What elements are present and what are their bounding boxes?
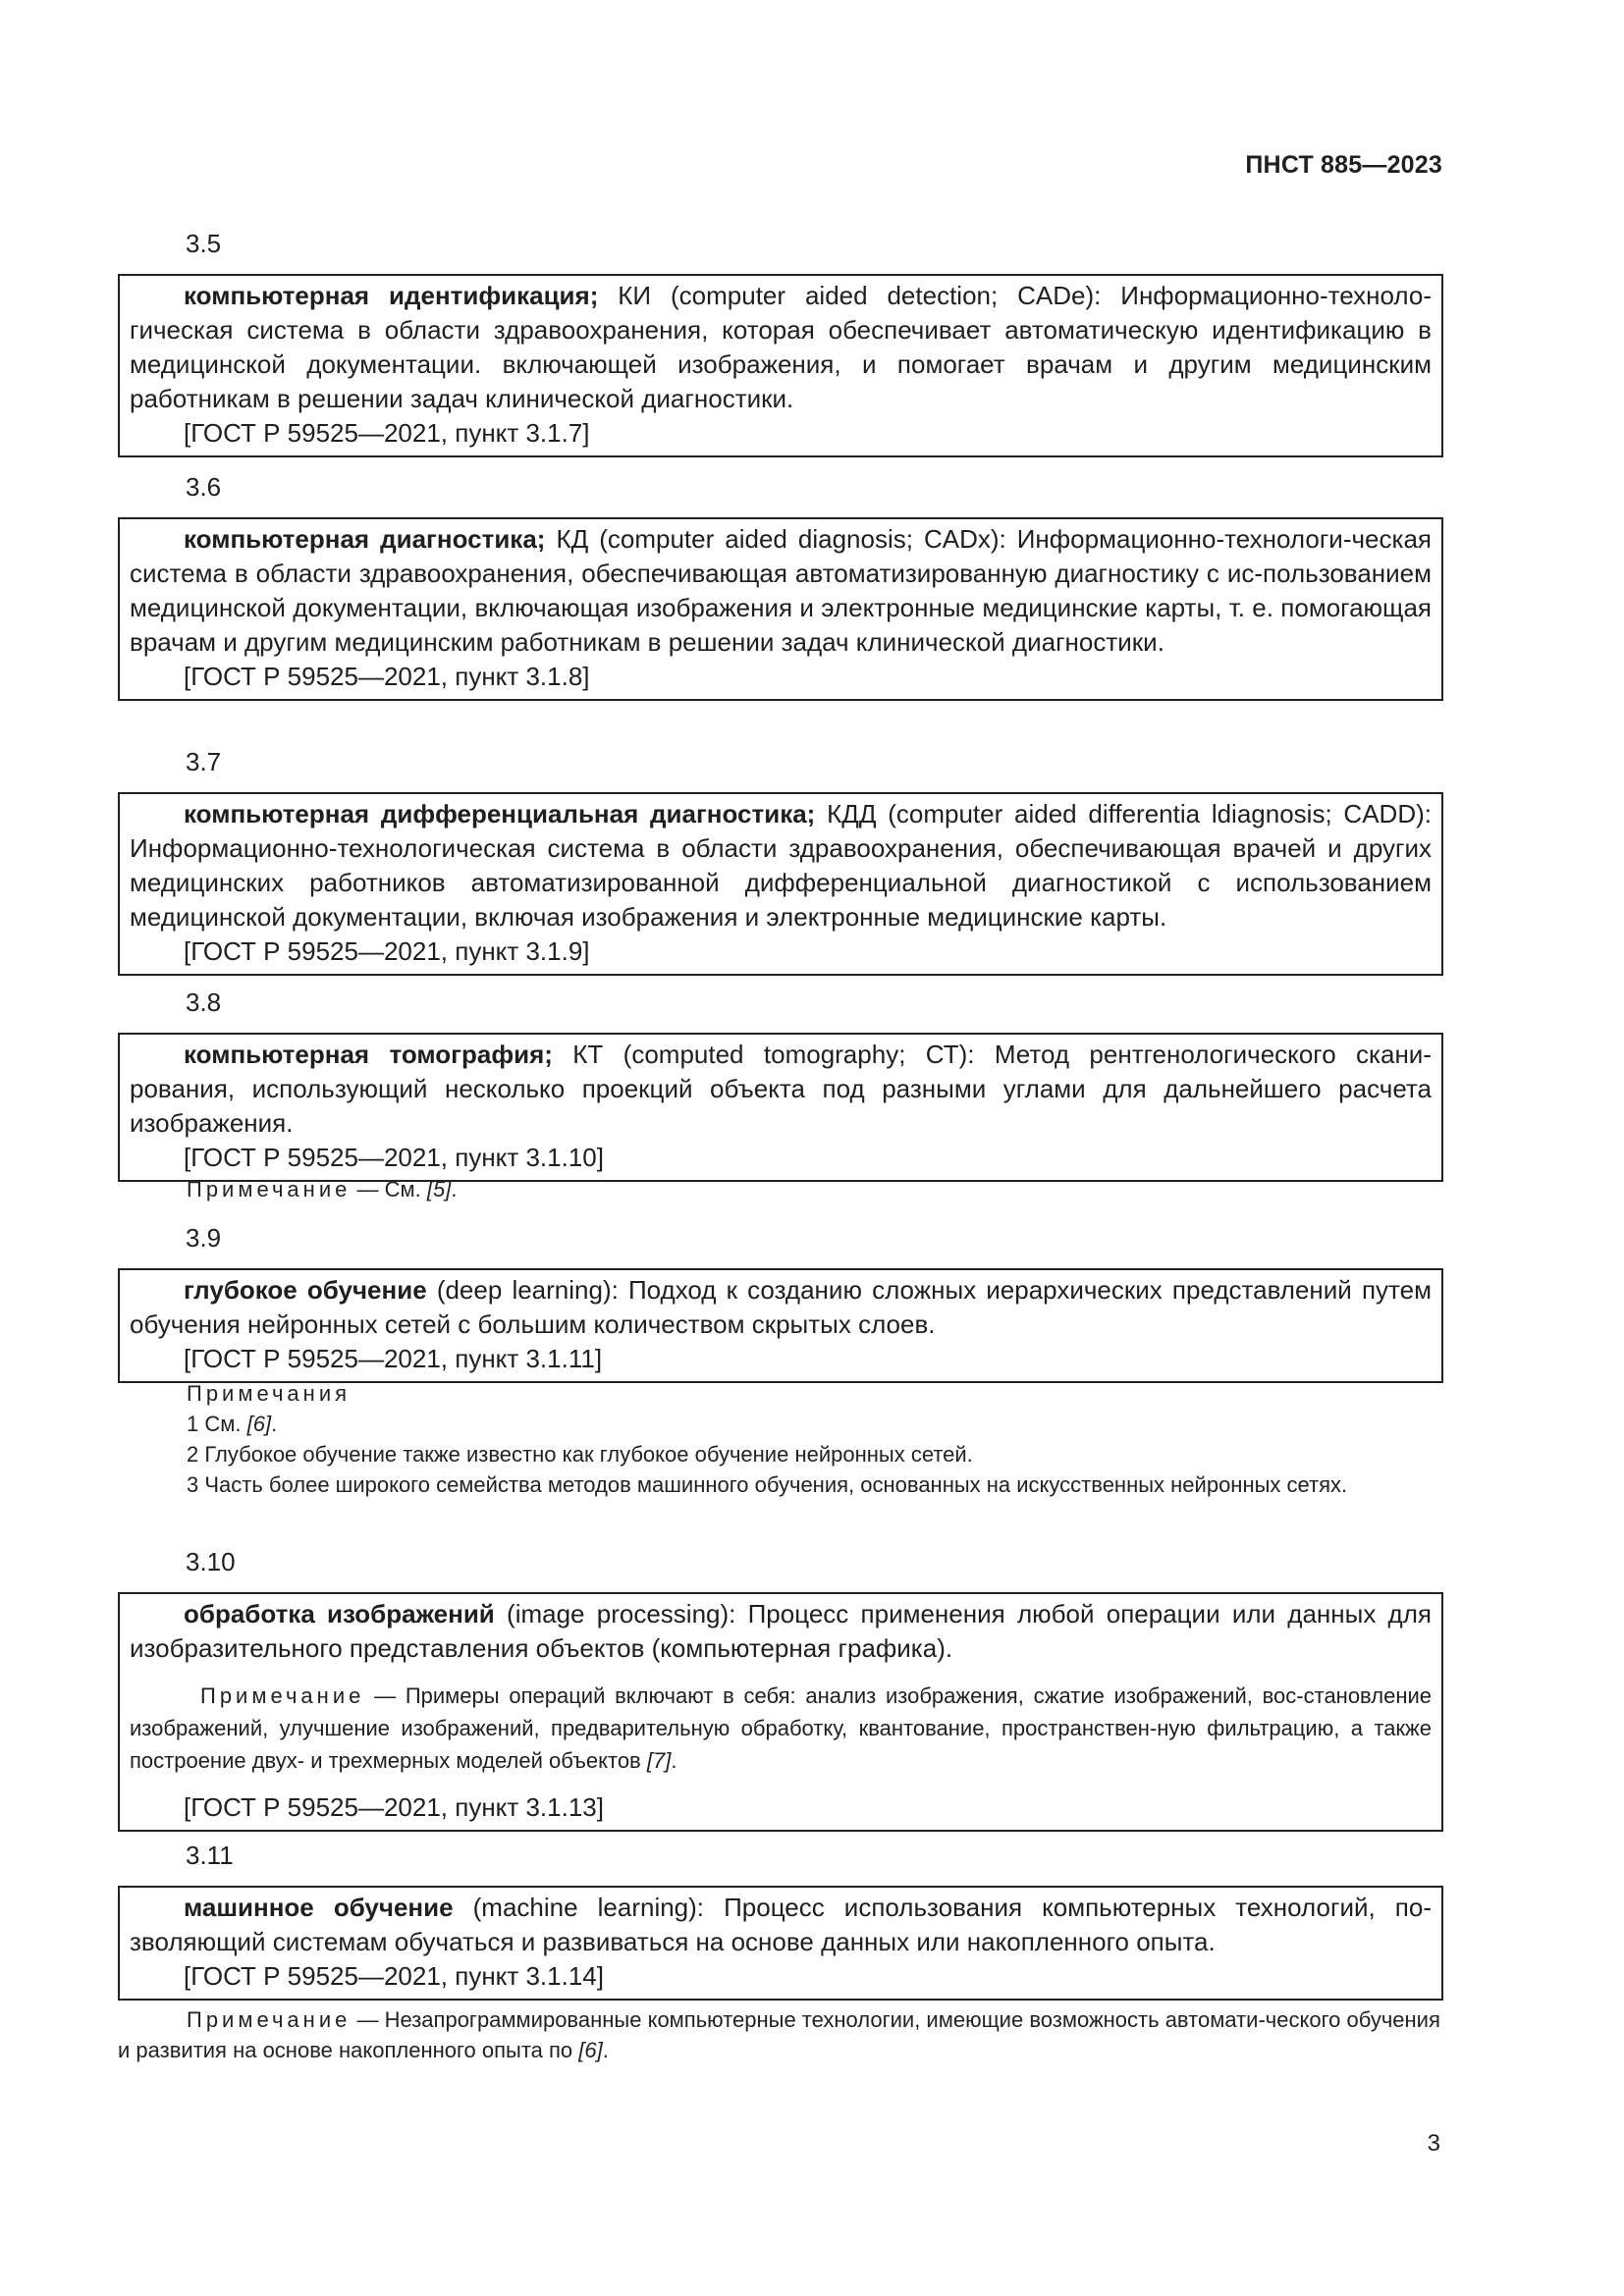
entry-number: 3.5 [186,229,222,258]
note-label: Примечание [187,2007,352,2032]
definition-text [130,279,1432,416]
source-reference: [ГОСТ Р 59525—2021, пункт 3.1.14] [184,1961,604,1991]
entry-number: 3.9 [186,1223,222,1253]
definition-text [130,522,1432,660]
definition-box [118,1592,1443,1832]
term-definition: (deep learning): Подход к созданию сложных иерархических представлений путем обучения нейронных сетей с большим количеством скрытых слоев. [130,1275,1432,1339]
term-entry-3-8 [118,989,1443,1182]
term-definition: (image processing): Процесс применения любой операции или данных для изобразительного представления объектов (компьютерная графика). [130,1599,1432,1663]
note-label: Примечание [200,1683,365,1708]
term-definition: КДД (computer aided differentia ldiagnosis; CADD): Информационно-технологическая система в области здравоохранения, обеспечивающая врачей и других медицинских работников автоматизированной дифференциальной диагностикой с использованием медицинской документации, включая изображения и электронные медицинские карты. [130,799,1432,932]
entry-number: 3.6 [186,472,222,502]
term-entry-3-7 [118,749,1443,976]
note-reference: [5] [426,1177,452,1201]
note-label: Примечание [187,1177,352,1201]
term-name: компьютерная дифференциальная диагностика; [184,799,816,828]
entry-number: 3.11 [186,1841,234,1870]
term-name: компьютерная томография; [184,1040,553,1069]
note-text: — Незапрограммированные компьютерные технологии, имеющие возможность автомати-ческого обучения и развития на основе накопленного опыта по [118,2007,1440,2062]
term-name: компьютерная диагностика; [184,524,546,554]
definition-text [130,797,1432,934]
source-reference: [ГОСТ Р 59525—2021, пункт 3.1.11] [184,1344,603,1373]
definition-text [130,1597,1432,1666]
term-name: компьютерная идентификация; [184,281,599,310]
term-entry-3-10 [118,1549,1443,1832]
entry-number: 3.10 [186,1547,236,1576]
definition-box [118,274,1443,457]
note-item-2: 2 Глубокое обучение также известно как глубокое обучение нейронных сетей. [187,1442,973,1467]
term-definition: (machine learning): Процесс использования компьютерных технологий, по-зволяющий системам обучаться и развиваться на основе данных или накопленного опыта. [130,1893,1432,1956]
term-definition: КИ (computer aided detection; CADe): Информационно-техноло-гическая система в области здравоохранения, которая обеспечивает автоматическую идентификацию в медицинской документации. включающей изображения, и помогает врачам и другим медицинским работникам в решении задач клинической диагностики. [130,281,1432,413]
term-name: глубокое обучение [184,1275,427,1305]
source-reference: [ГОСТ Р 59525—2021, пункт 3.1.7] [184,418,590,448]
note-3-11: Примечание — Незапрограммированные компьютерные технологии, имеющие возможность автомати-ческого обучения и развития на основе накопленного опыта по [6]. [118,2007,1440,2062]
note-end: . [451,1177,458,1201]
term-entry-3-5 [118,231,1443,457]
entry-number: 3.8 [186,988,222,1017]
note-3-8 [118,1174,1443,1204]
document-code: ПНСТ 885—2023 [1245,151,1442,179]
note-item-1: 1 См. [6]. [187,1412,278,1436]
notes-3-9 [118,1378,1443,1500]
source-reference: [ГОСТ Р 59525—2021, пункт 3.1.10] [184,1143,604,1172]
term-name: машинное обучение [184,1893,454,1922]
term-entry-3-6 [118,474,1443,701]
term-definition: КД (computer aided diagnosis; CADx): Информационно-технологи-ческая система в области здравоохранения, обеспечивающая автоматизированную диагностику с ис-пользованием медицинской документации, включающая изображения и электронные медицинские карты, т. е. помогающая врачам и другим медицинским работникам в решении задач клинической диагностики. [130,524,1432,657]
definition-box [118,1033,1443,1182]
page-number: 3 [1427,2130,1440,2157]
note-reference: [7] [646,1748,672,1773]
inner-note: Примечание — Примеры операций включают в себя: анализ изображения, сжатие изображений, вос-становление изображений, улучшение изображений, предварительную обработку, квантование, пространствен-ную фильтрацию, а также построение двух- и трехмерных моделей объектов [7]. [130,1683,1432,1773]
note-text: — Примеры операций включают в себя: анализ изображения, сжатие изображений, вос-становление изображений, улучшение изображений, предварительную обработку, квантование, пространствен-ную фильтрацию, а также построение двух- и трехмерных моделей объектов [130,1683,1432,1773]
definition-box [118,1268,1443,1383]
note-item-3: 3 Часть более широкого семейства методов машинного обучения, основанных на искусственных нейронных сетях. [187,1472,1348,1497]
entry-number: 3.7 [186,747,222,776]
term-definition: КТ (computed tomography; СТ): Метод рентгенологического скани-рования, использующий несколько проекций объекта под разными углами для дальнейшего расчета изображения. [130,1040,1432,1138]
definition-text [130,1891,1432,1959]
term-name: обработка изображений [184,1599,495,1629]
term-entry-3-9 [118,1225,1443,1383]
note-reference: [6] [578,2038,603,2062]
definition-text [130,1038,1432,1141]
note-label: Примечания [187,1381,352,1406]
source-reference: [ГОСТ Р 59525—2021, пункт 3.1.13] [184,1792,604,1822]
definition-box [118,517,1443,701]
term-entry-3-11 [118,1842,1443,2001]
note-reference: [6] [246,1412,272,1436]
definition-box [118,1886,1443,2001]
source-reference: [ГОСТ Р 59525—2021, пункт 3.1.8] [184,662,590,691]
definition-text [130,1273,1432,1342]
definition-box [118,792,1443,976]
source-reference: [ГОСТ Р 59525—2021, пункт 3.1.9] [184,936,590,966]
note-text: — См. [356,1177,421,1201]
